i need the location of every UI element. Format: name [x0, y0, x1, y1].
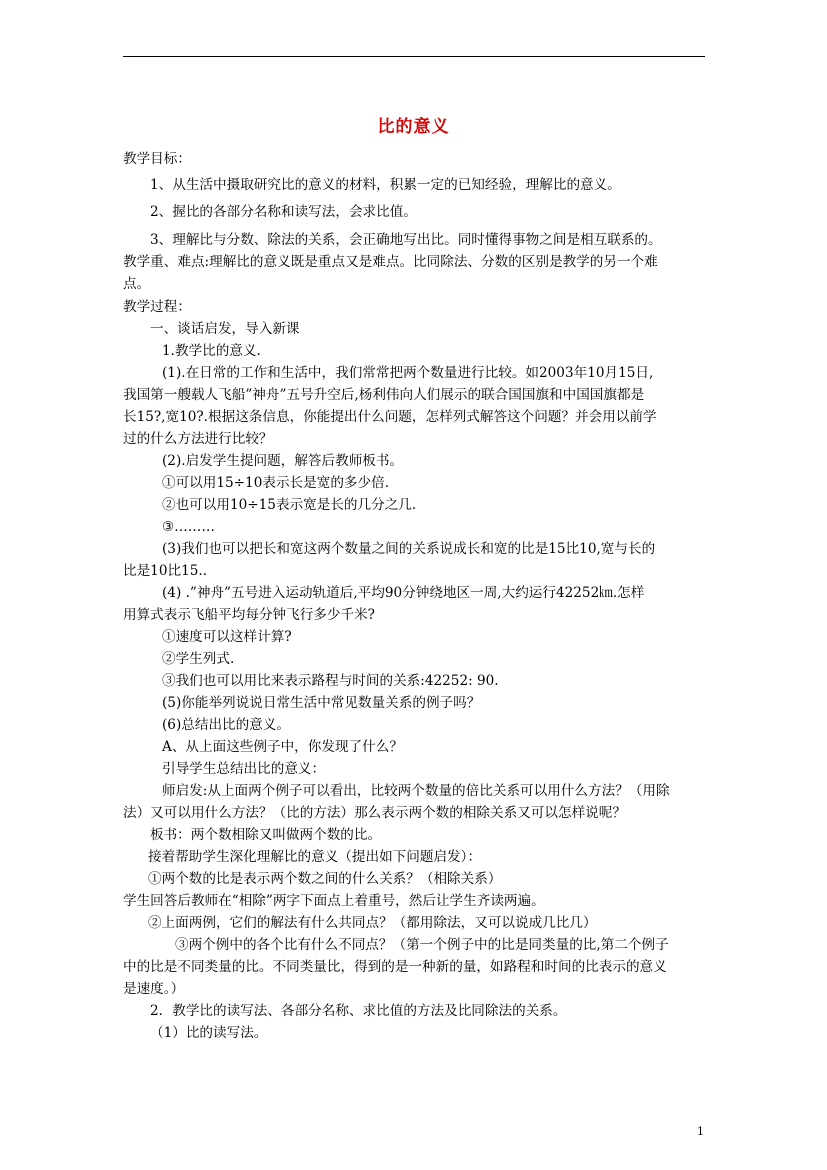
body-line: 引导学生总结出比的意义： — [162, 761, 326, 777]
body-line: 我国第一艘载人飞船”神舟”五号升空后,杨利伟向人们展示的联合国国旗和中国国旗都是 — [123, 387, 645, 403]
body-line: ②学生列式. — [162, 651, 235, 667]
body-line: 比是10比15.. — [123, 563, 208, 579]
body-line: 师启发:从上面两个例子可以看出，比较两个数量的倍比关系可以用什么方法？（用除 — [162, 783, 670, 799]
body-line: (6)总结出比的意义。 — [162, 717, 291, 733]
body-line: 法）又可以用什么方法？（比的方法）那么表示两个数的相除关系又可以怎样说呢？ — [123, 805, 626, 821]
body-line: 1、从生活中摄取研究比的意义的材料，积累一定的已知经验，理解比的意义。 — [150, 177, 621, 193]
body-line: 教学目标： — [123, 151, 191, 167]
body-line: 板书：两个数相除又叫做两个数的比。 — [150, 827, 382, 843]
body-line: ③我们也可以用比来表示路程与时间的关系:42252: 90. — [162, 673, 499, 689]
body-line: ③……… — [162, 519, 215, 535]
body-line: ①两个数的比是表示两个数之间的什么关系？（相除关系） — [148, 871, 502, 887]
body-line: 3、理解比与分数、除法的关系，会正确地写出比。同时懂得事物之间是相互联系的。 — [150, 232, 662, 248]
body-line: 接着帮助学生深化理解比的意义（提出如下问题启发）： — [148, 849, 482, 865]
body-line: (5)你能举列说说日常生活中常见数量关系的例子吗？ — [162, 695, 481, 711]
body-line: 用算式表示飞船平均每分钟飞行多少千米? — [123, 607, 375, 623]
body-line: (4) .”神舟”五号进入运动轨道后,平均90分钟绕地区一周,大约运行42252㎞.怎样 — [162, 585, 645, 601]
header-rule — [123, 56, 705, 57]
body-line: 教学重、难点:理解比的意义既是重点又是难点。比同除法、分数的区别是教学的另一个难 — [123, 254, 658, 270]
body-line: ①速度可以这样计算? — [162, 629, 292, 645]
body-line: （1）比的读写法。 — [150, 1025, 268, 1041]
body-line: 一、谈话启发，导入新课 — [150, 321, 300, 337]
body-line: (3)我们也可以把长和宽这两个数量之间的关系说成长和宽的比是15比10,宽与长的 — [162, 541, 656, 557]
body-line: ①可以用15÷10表示长是宽的多少倍. — [162, 475, 390, 491]
body-line: 2、握比的各部分名称和读写法，会求比值。 — [150, 204, 417, 220]
page-number: 1 — [697, 1125, 704, 1138]
body-line: 过的什么方法进行比较？ — [123, 431, 273, 447]
body-line: 学生回答后教师在“相除”两字下面点上着重号，然后让学生齐读两遍。 — [123, 893, 545, 909]
body-line: 长15?,宽10?.根据这条信息，你能提出什么问题，怎样列式解答这个问题？并会用以前学 — [123, 409, 657, 425]
body-line: A、从上面这些例子中，你发现了什么？ — [162, 739, 403, 755]
document-title: 比的意义 — [377, 117, 450, 137]
body-line: 是速度。） — [123, 981, 185, 997]
body-line: 点。 — [123, 276, 151, 292]
body-line: 2．教学比的读写法、各部分名称、求比值的方法及比同除法的关系。 — [150, 1003, 567, 1019]
body-line: 1.教学比的意义. — [162, 343, 261, 359]
body-line: (2).启发学生提问题，解答后教师板书。 — [162, 453, 404, 469]
body-line: (1).在日常的工作和生活中，我们常常把两个数量进行比较。如2003年10月15日, — [162, 365, 654, 381]
body-line: ②也可以用10÷15表示宽是长的几分之几. — [162, 497, 417, 513]
body-line: 中的比是不同类量的比。不同类量比，得到的是一种新的量，如路程和时间的比表示的意义 — [123, 959, 667, 975]
body-line: 教学过程： — [123, 299, 191, 315]
body-line: ②上面两例，它们的解法有什么共同点？（都用除法，又可以说成几比几） — [148, 915, 597, 931]
body-line: ③两个例中的各个比有什么不同点？（第一个例子中的比是同类量的比,第二个例子 — [175, 937, 669, 953]
